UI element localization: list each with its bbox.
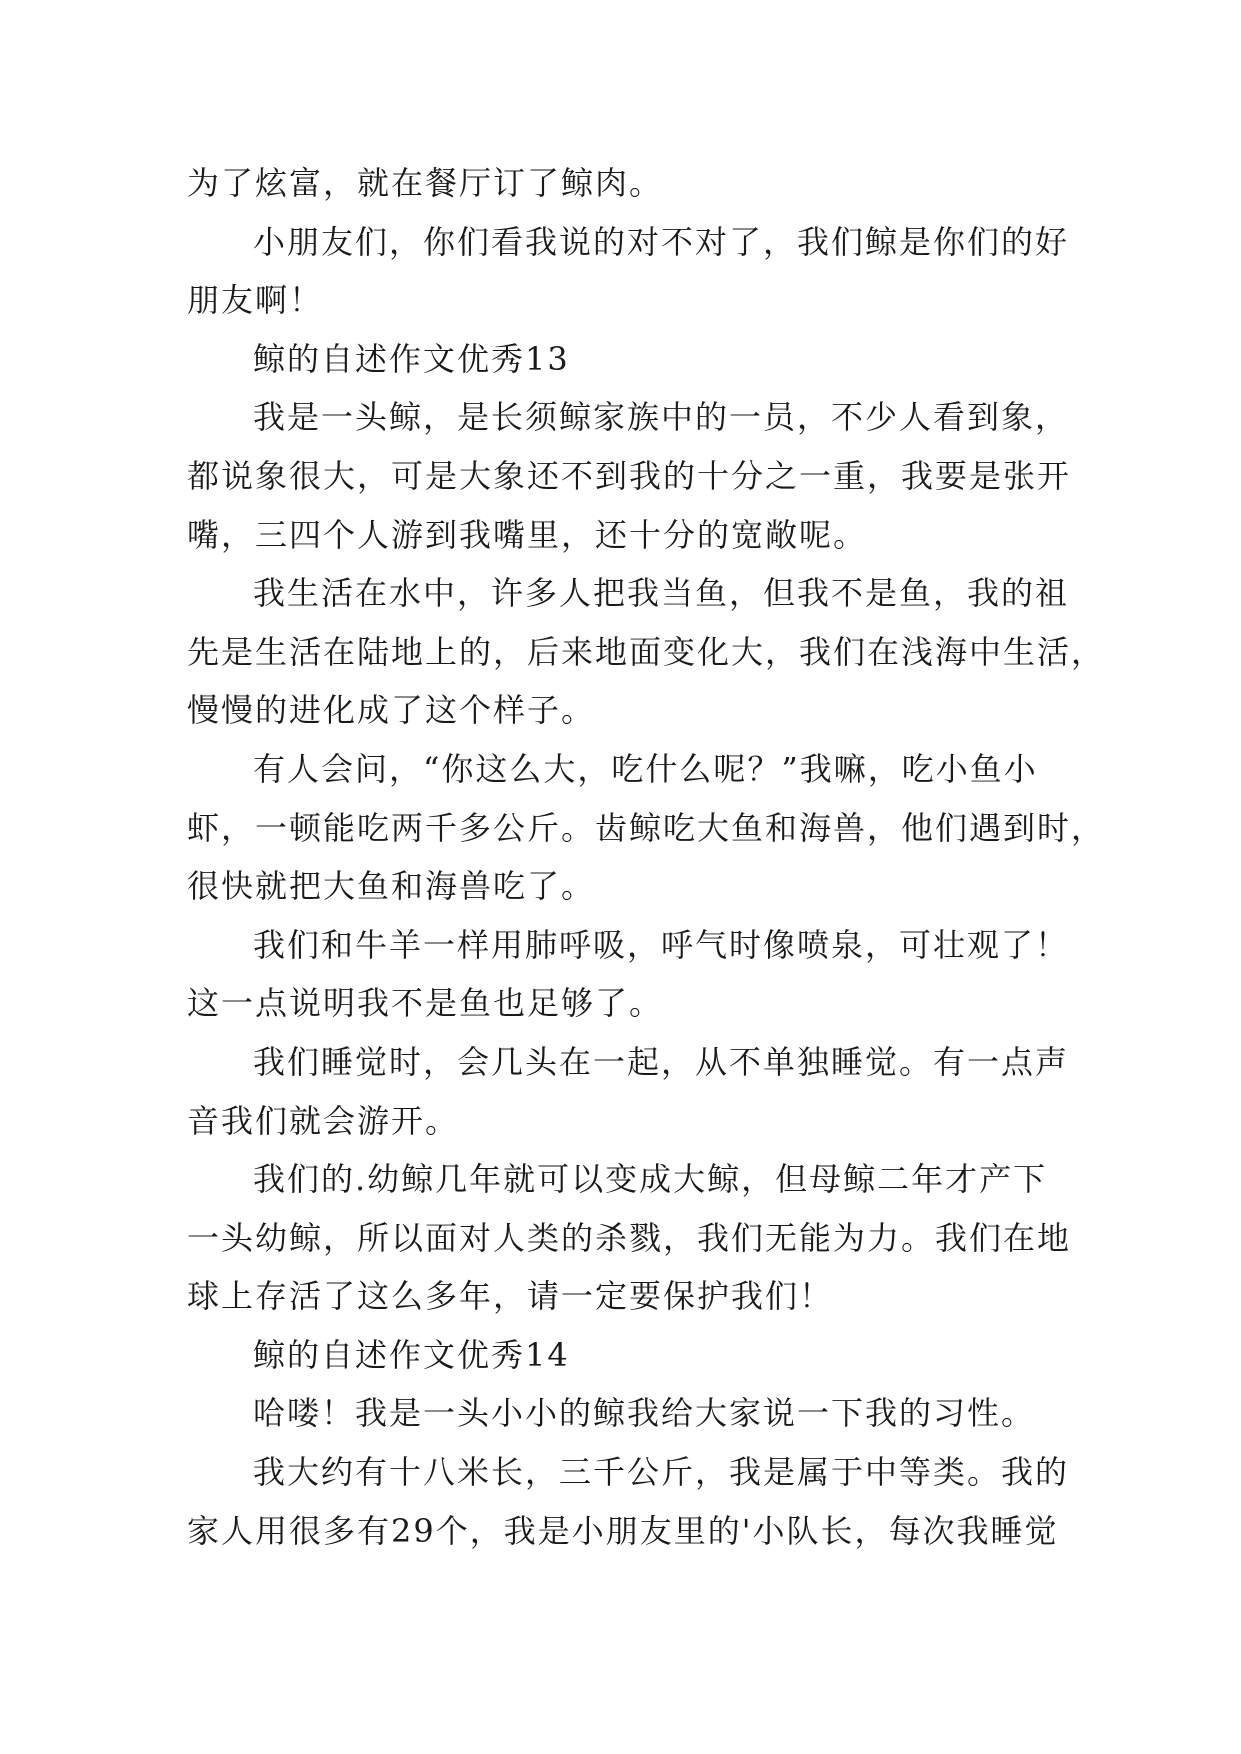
paragraph-start-line: 我是一头鲸，是长须鲸家族中的一员，不少人看到象， <box>253 398 1070 437</box>
section-heading: 鲸的自述作文优秀13 <box>253 339 570 378</box>
paragraph-start-line: 我们的.幼鲸几年就可以变成大鲸，但母鲸二年才产下 <box>253 1160 1048 1199</box>
text-line: 一头幼鲸，所以面对人类的杀戮，我们无能为力。我们在地 <box>187 1218 1072 1257</box>
paragraph-start-line: 我生活在水中，许多人把我当鱼，但我不是鱼，我的祖 <box>253 574 1070 613</box>
text-line: 为了炫富，就在餐厅订了鲸肉。 <box>187 164 664 202</box>
text-line: 很快就把大鱼和海兽吃了。 <box>187 867 596 906</box>
paragraph-start-line: 小朋友们，你们看我说的对不对了，我们鲸是你们的好 <box>253 222 1070 261</box>
paragraph-start-line: 我大约有十八米长，三千公斤，我是属于中等类。我的 <box>253 1453 1070 1492</box>
text-line: 球上存活了这么多年，请一定要保护我们！ <box>187 1277 834 1316</box>
text-line: 朋友啊！ <box>187 281 324 320</box>
text-line: 音我们就会游开。 <box>187 1101 460 1140</box>
document-body <box>187 154 1106 1560</box>
text-line: 都说象很大，可是大象还不到我的十分之一重，我要是张开 <box>187 456 1072 495</box>
text-line: 慢慢的进化成了这个样子。 <box>187 691 596 730</box>
text-line: 嘴，三四个人游到我嘴里，还十分的宽敞呢。 <box>187 515 868 554</box>
paragraph-start-line: 我们和牛羊一样用肺呼吸，呼气时像喷泉，可壮观了！ <box>253 925 1070 964</box>
paragraph-start-line: 哈喽！我是一头小小的鲸我给大家说一下我的习性。 <box>253 1394 1036 1433</box>
paragraph-start-line: 我们睡觉时，会几头在一起，从不单独睡觉。有一点声 <box>253 1042 1070 1081</box>
section-heading: 鲸的自述作文优秀14 <box>253 1335 570 1374</box>
text-line: 这一点说明我不是鱼也足够了。 <box>187 984 664 1023</box>
paragraph-start-line: 有人会问，“你这么大，吃什么呢？”我嘛，吃小鱼小 <box>253 749 1038 788</box>
text-line: 家人用很多有29个，我是小朋友里的'小队长，每次我睡觉 <box>187 1511 1059 1550</box>
text-line: 虾，一顿能吃两千多公斤。齿鲸吃大鱼和海兽，他们遇到时， <box>187 808 1106 847</box>
text-line: 先是生活在陆地上的，后来地面变化大，我们在浅海中生活， <box>187 632 1106 671</box>
